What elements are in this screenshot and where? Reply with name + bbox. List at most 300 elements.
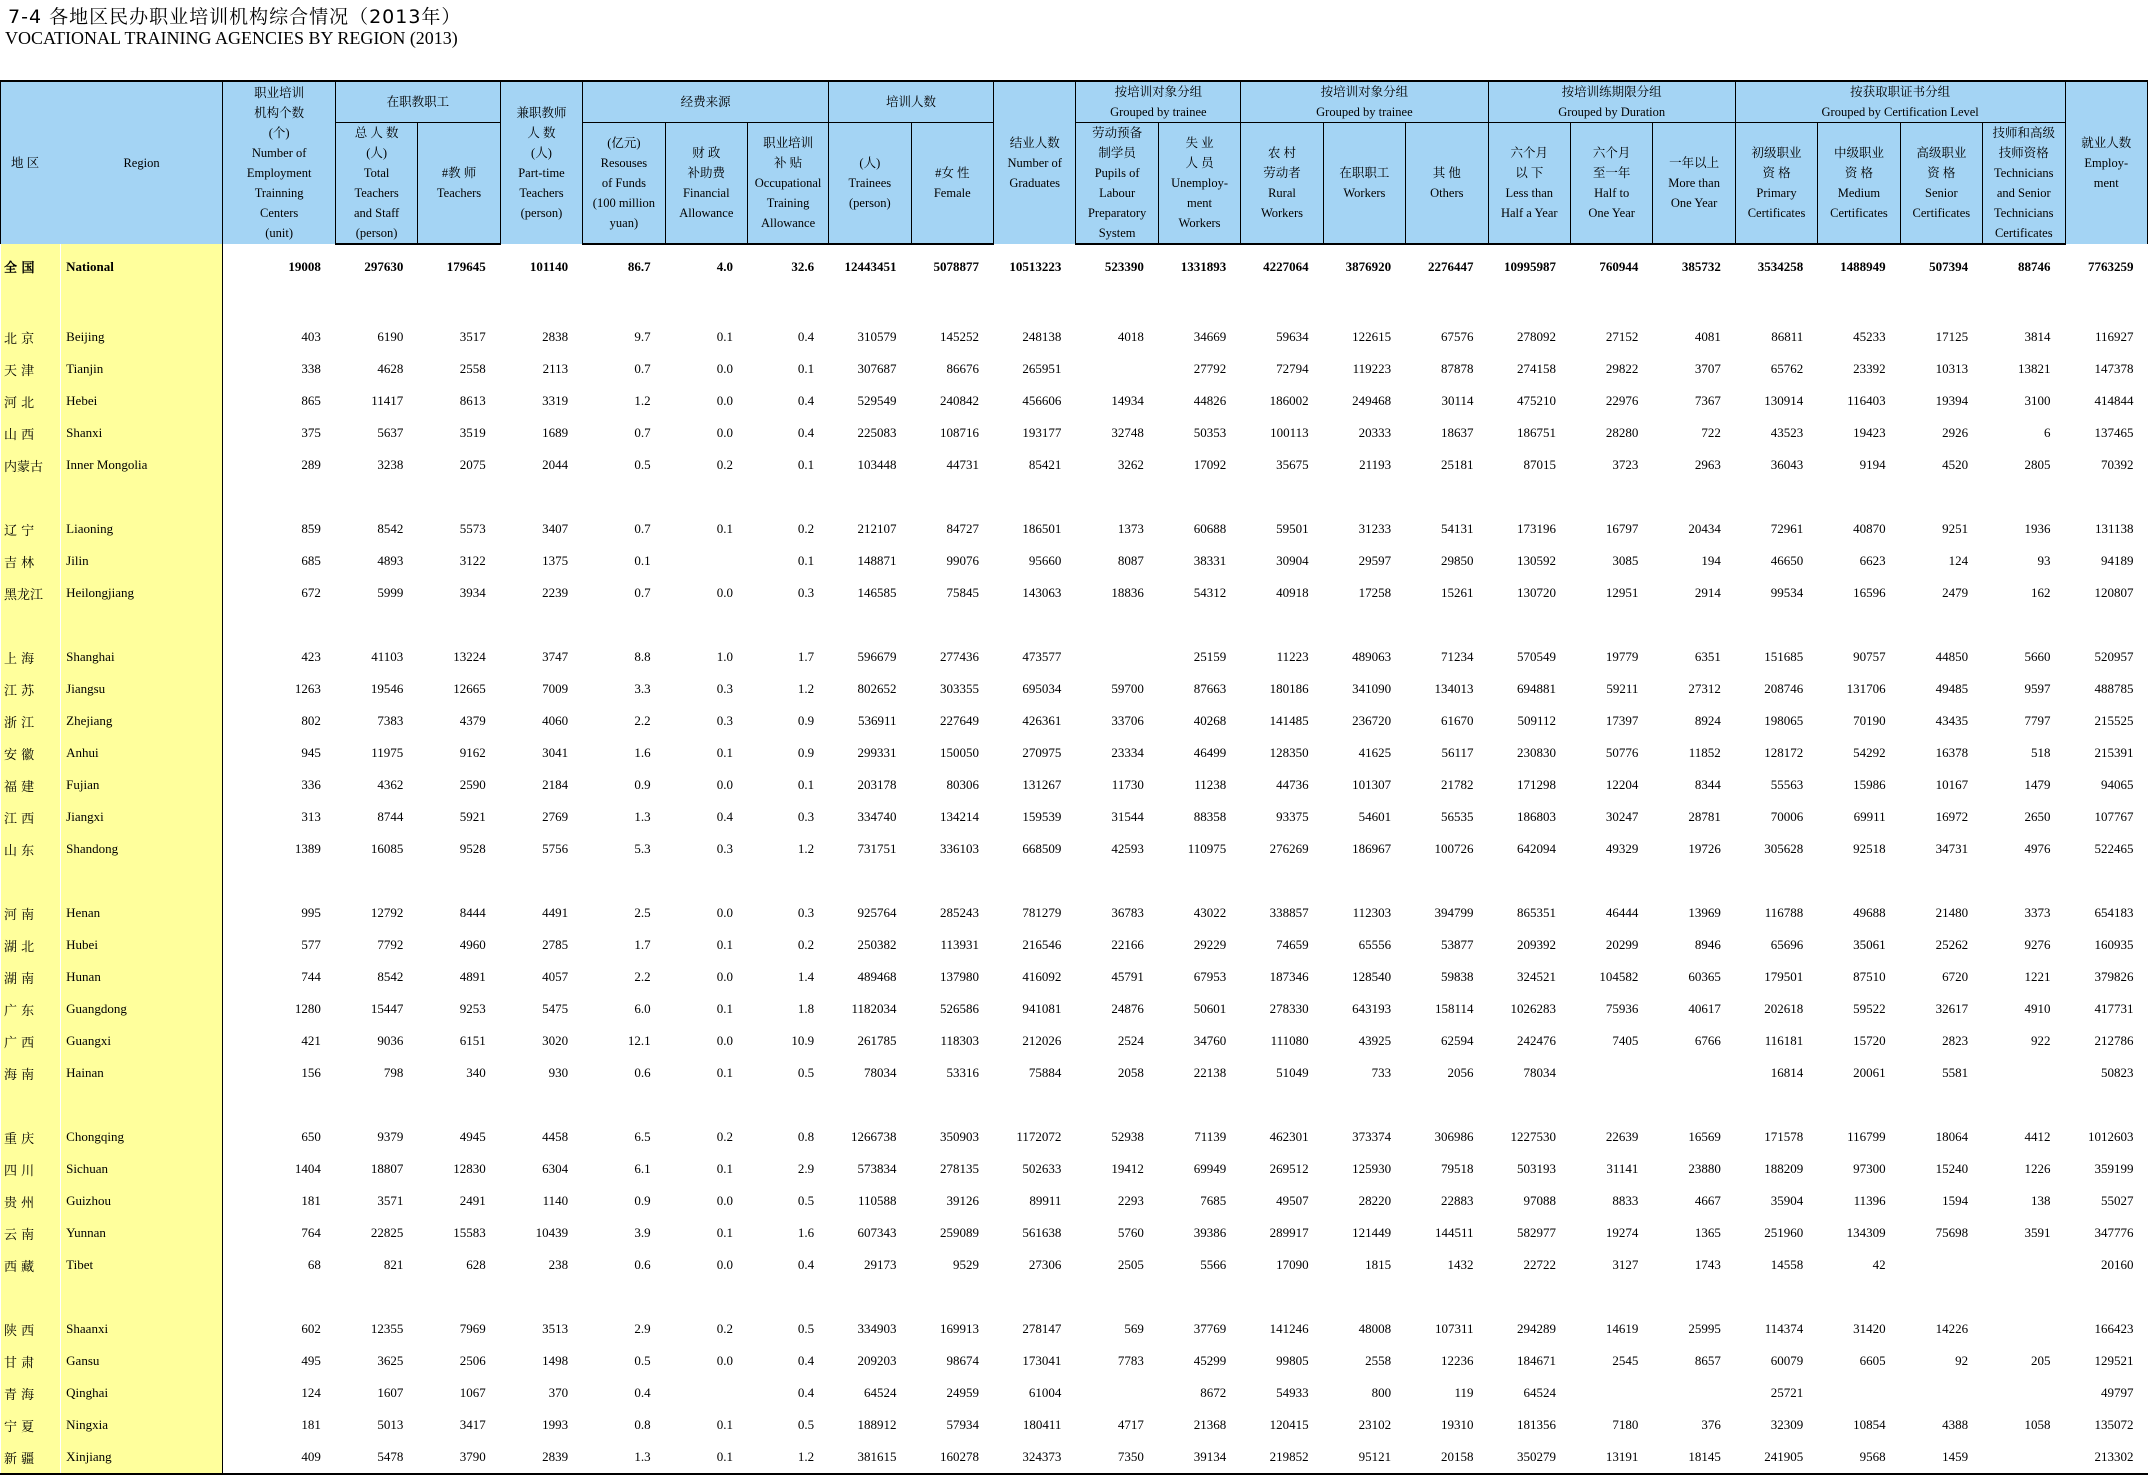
- data-cell: 0.6: [634, 1257, 651, 1272]
- data-cell: 1331893: [1180, 259, 1227, 274]
- header-line: Primary: [1756, 186, 1797, 200]
- data-cell: 1993: [542, 1417, 569, 1432]
- data-cell: [1323, 481, 1405, 513]
- region-name-en: Anhui: [61, 737, 223, 769]
- data-cell: 215525: [2094, 713, 2134, 728]
- data-cell: 36783: [1111, 905, 1144, 920]
- data-cell: 0.1: [716, 1065, 734, 1080]
- data-cell: 668509: [1022, 841, 1062, 856]
- data-cell: 18064: [1935, 1129, 1969, 1144]
- data-cell: 523390: [1104, 259, 1144, 274]
- data-cell: 13224: [453, 649, 486, 664]
- data-cell: 350903: [939, 1129, 979, 1144]
- data-cell: 0.0: [716, 425, 734, 440]
- data-cell: 0.5: [797, 1321, 815, 1336]
- data-cell: 1.2: [797, 841, 815, 856]
- data-cell: 1.4: [797, 969, 815, 984]
- header-region-en: Region: [61, 81, 223, 244]
- region-name-cn: [1, 609, 61, 641]
- data-cell: 1221: [2024, 969, 2051, 984]
- data-cell: 113931: [940, 937, 979, 952]
- data-cell: 4060: [542, 713, 569, 728]
- region-name-cn: 内蒙古: [1, 449, 61, 481]
- data-cell: 0.3: [716, 841, 734, 856]
- data-cell: 359199: [2094, 1161, 2134, 1176]
- data-cell: 2.5: [634, 905, 651, 920]
- data-cell: [2065, 609, 2148, 641]
- data-cell: [1983, 609, 2065, 641]
- data-cell: 99076: [946, 553, 979, 568]
- data-cell: 9529: [952, 1257, 979, 1272]
- data-cell: 1743: [1694, 1257, 1721, 1272]
- data-cell: 240842: [939, 393, 979, 408]
- data-cell: 29229: [1193, 937, 1227, 952]
- data-cell: 341090: [1352, 681, 1392, 696]
- data-cell: 87510: [1853, 969, 1886, 984]
- data-cell: [748, 1281, 829, 1313]
- region-name-cn: 西 藏: [1, 1249, 61, 1281]
- data-cell: [665, 545, 747, 577]
- data-cell: 278135: [939, 1161, 979, 1176]
- data-cell: 21480: [1935, 905, 1969, 920]
- header-line: 农 村: [1267, 146, 1297, 160]
- data-cell: 526586: [939, 1001, 979, 1016]
- data-cell: 802652: [857, 681, 897, 696]
- region-name-cn: 河 北: [1, 385, 61, 417]
- region-name-en: Tibet: [61, 1249, 223, 1281]
- data-cell: 12.1: [627, 1033, 651, 1048]
- data-cell: [993, 481, 1075, 513]
- data-cell: 29822: [1605, 361, 1639, 376]
- data-cell: 10513223: [1009, 258, 1062, 274]
- region-name-cn: 吉 林: [1, 545, 61, 577]
- data-cell: 53316: [946, 1065, 979, 1080]
- data-cell: 456606: [1022, 393, 1062, 408]
- data-cell: 1498: [542, 1353, 569, 1368]
- data-cell: 0.0: [716, 585, 734, 600]
- data-cell: 14619: [1605, 1321, 1639, 1336]
- header-line: Number of: [1007, 156, 1062, 170]
- data-cell: 7797: [2024, 713, 2051, 728]
- data-cell: 278330: [1269, 1001, 1309, 1016]
- data-cell: 423: [301, 649, 321, 664]
- data-cell: 3747: [542, 649, 569, 664]
- data-cell: 135072: [2094, 1417, 2134, 1432]
- data-cell: 23334: [1111, 745, 1144, 760]
- data-cell: 209392: [1516, 937, 1556, 952]
- data-cell: 8344: [1694, 777, 1721, 792]
- data-cell: 0.8: [797, 1129, 815, 1144]
- data-cell: 54131: [1441, 521, 1474, 536]
- data-cell: 0.3: [716, 713, 734, 728]
- region-name-en: Shandong: [61, 833, 223, 865]
- data-cell: [1488, 1089, 1570, 1121]
- data-cell: [1076, 865, 1158, 897]
- data-cell: 0.1: [716, 1225, 734, 1240]
- data-cell: 0.1: [716, 1161, 734, 1176]
- data-cell: 181356: [1516, 1417, 1556, 1432]
- data-cell: [993, 1281, 1075, 1313]
- data-cell: 67576: [1441, 329, 1474, 344]
- data-cell: 22883: [1441, 1193, 1474, 1208]
- header-line: yuan): [609, 216, 639, 230]
- data-cell: [1570, 1057, 1652, 1089]
- data-cell: 4412: [2024, 1129, 2051, 1144]
- data-cell: 6766: [1694, 1033, 1721, 1048]
- data-cell: 131706: [1846, 681, 1886, 696]
- data-cell: 5013: [377, 1417, 404, 1432]
- data-cell: [1323, 1281, 1405, 1313]
- data-cell: [500, 481, 582, 513]
- data-cell: 144511: [1435, 1225, 1474, 1240]
- data-cell: 16569: [1688, 1129, 1721, 1144]
- data-cell: [993, 289, 1075, 321]
- data-cell: [1241, 609, 1323, 641]
- data-cell: 4628: [377, 361, 404, 376]
- header-line: (亿元): [607, 136, 641, 150]
- data-cell: 101140: [529, 258, 569, 274]
- data-cell: 39134: [1158, 1441, 1240, 1474]
- data-cell: [583, 289, 665, 321]
- group-4-cn: 按获取职证书分组: [1850, 85, 1951, 99]
- data-cell: 7350: [1076, 1441, 1158, 1474]
- header-line: 财 政: [692, 146, 721, 160]
- data-cell: 10313: [1935, 361, 1969, 376]
- data-cell: 27152: [1605, 329, 1639, 344]
- data-cell: 2506: [459, 1353, 486, 1368]
- data-cell: 95121: [1323, 1441, 1405, 1474]
- data-cell: 3122: [459, 553, 486, 568]
- data-cell: 5921: [459, 809, 486, 824]
- data-cell: 159539: [1022, 809, 1062, 824]
- data-cell: [1653, 1057, 1735, 1089]
- region-name-en: Fujian: [61, 769, 223, 801]
- data-cell: [911, 1089, 993, 1121]
- header-line: Certificates: [1912, 206, 1971, 220]
- header-line: System: [1098, 226, 1136, 240]
- data-cell: 607343: [857, 1225, 897, 1240]
- data-cell: 2839: [500, 1441, 582, 1474]
- data-cell: 0.0: [716, 361, 734, 376]
- data-cell: 75884: [1028, 1065, 1062, 1080]
- data-cell: 2113: [542, 361, 569, 376]
- data-cell: 324521: [1516, 969, 1556, 984]
- header-line: 初级职业: [1751, 146, 1802, 160]
- table-row: [1, 353, 2148, 385]
- data-cell: 74659: [1276, 937, 1309, 952]
- header-line: 一年以上: [1669, 156, 1720, 170]
- data-cell: [993, 865, 1075, 897]
- data-cell: [1323, 865, 1405, 897]
- data-cell: 7969: [459, 1321, 486, 1336]
- header-line: 机构个数: [254, 106, 305, 120]
- data-cell: 0.6: [634, 1065, 651, 1080]
- data-cell: 225083: [857, 425, 897, 440]
- data-cell: 8672: [1200, 1385, 1227, 1400]
- data-cell: 22639: [1605, 1129, 1639, 1144]
- data-cell: [748, 1089, 829, 1121]
- data-cell: 75698: [1935, 1225, 1969, 1240]
- data-cell: 2963: [1694, 457, 1721, 472]
- region-name-en: Jilin: [61, 545, 223, 577]
- data-cell: 16972: [1935, 809, 1969, 824]
- data-cell: 186803: [1516, 809, 1556, 824]
- header-line: 补助费: [687, 166, 726, 180]
- data-cell: 54312: [1193, 585, 1227, 600]
- header-more-one-year: [1653, 123, 1735, 245]
- header-line: (person): [520, 206, 563, 220]
- data-cell: 212107: [857, 521, 897, 536]
- data-cell: 3625: [377, 1353, 404, 1368]
- data-cell: 4960: [459, 937, 486, 952]
- spacer-row: [1, 1281, 2148, 1313]
- data-cell: 5.3: [634, 841, 651, 856]
- data-cell: 59838: [1441, 969, 1474, 984]
- region-name-en: Hunan: [61, 961, 223, 993]
- data-cell: 289: [301, 457, 321, 472]
- data-cell: 87015: [1523, 457, 1556, 472]
- data-cell: 403: [301, 329, 321, 344]
- data-cell: 169913: [939, 1321, 979, 1336]
- data-cell: 3373: [2024, 905, 2051, 920]
- data-cell: 5566: [1200, 1257, 1227, 1272]
- data-cell: 4976: [2024, 841, 2051, 856]
- data-cell: [1076, 1089, 1158, 1121]
- table-row: [1, 833, 2148, 865]
- header-line: ment: [2093, 176, 2119, 190]
- data-cell: [748, 865, 829, 897]
- data-cell: 7405: [1612, 1033, 1639, 1048]
- data-cell: 299331: [857, 745, 897, 760]
- data-cell: 13821: [2018, 361, 2051, 376]
- data-cell: [1158, 1281, 1240, 1313]
- table-row: [1, 1217, 2148, 1249]
- region-name-cn: 新 疆: [1, 1441, 61, 1474]
- data-cell: 35061: [1853, 937, 1886, 952]
- data-cell: [1570, 865, 1652, 897]
- data-cell: 59522: [1853, 1001, 1886, 1016]
- header-line: Certificates: [1994, 226, 2053, 240]
- data-cell: 379826: [2094, 969, 2134, 984]
- data-cell: 15261: [1441, 585, 1474, 600]
- group-3-en: Grouped by Duration: [1558, 105, 1666, 119]
- data-cell: 2.9: [634, 1321, 651, 1336]
- data-cell: 216546: [1022, 937, 1062, 952]
- data-cell: 19726: [1688, 841, 1721, 856]
- data-cell: 414844: [2094, 393, 2134, 408]
- region-name-en: National: [61, 244, 223, 289]
- data-cell: 44826: [1193, 393, 1227, 408]
- header-line: Technicians: [1994, 166, 2054, 180]
- data-cell: 1.6: [797, 1225, 815, 1240]
- data-cell: 104582: [1599, 969, 1639, 984]
- data-cell: 19423: [1853, 425, 1886, 440]
- data-cell: 120415: [1269, 1417, 1309, 1432]
- data-cell: 1012603: [2088, 1129, 2134, 1144]
- data-cell: 61670: [1441, 713, 1474, 728]
- data-cell: 93375: [1276, 809, 1309, 824]
- data-cell: 261785: [857, 1033, 897, 1048]
- table-row: [1, 385, 2148, 417]
- header-less-half-year: [1488, 123, 1570, 245]
- data-cell: 150050: [939, 745, 979, 760]
- data-cell: 3519: [459, 425, 486, 440]
- data-cell: 8924: [1694, 713, 1721, 728]
- table-row: [1, 929, 2148, 961]
- data-cell: 6304: [542, 1161, 569, 1176]
- data-cell: [1406, 609, 1488, 641]
- data-cell: 0.0: [716, 777, 734, 792]
- data-cell: 1432: [1447, 1257, 1474, 1272]
- data-cell: 21193: [1359, 457, 1392, 472]
- data-cell: 45791: [1111, 969, 1144, 984]
- header-line: 中级职业: [1833, 146, 1884, 160]
- data-cell: 119: [1454, 1385, 1474, 1400]
- data-cell: 78034: [1523, 1065, 1556, 1080]
- data-cell: 4945: [459, 1129, 486, 1144]
- data-cell: [583, 865, 665, 897]
- data-cell: 171578: [1764, 1129, 1804, 1144]
- data-cell: 130720: [1516, 585, 1556, 600]
- data-cell: [1900, 609, 1982, 641]
- data-cell: [1653, 1089, 1735, 1121]
- region-name-cn: 江 苏: [1, 673, 61, 705]
- data-cell: 166423: [2094, 1321, 2134, 1336]
- data-cell: 85421: [1028, 457, 1062, 472]
- data-cell: 129521: [2094, 1353, 2134, 1368]
- data-cell: 334903: [857, 1321, 897, 1336]
- data-cell: 8542: [377, 521, 404, 536]
- data-cell: 297630: [364, 259, 404, 274]
- data-cell: [1323, 1089, 1405, 1121]
- data-cell: 43925: [1358, 1033, 1392, 1048]
- data-cell: 20158: [1406, 1441, 1488, 1474]
- data-cell: 130914: [1764, 393, 1804, 408]
- data-cell: 5637: [377, 425, 404, 440]
- region-name-cn: 浙 江: [1, 705, 61, 737]
- data-cell: [1158, 289, 1240, 321]
- data-cell: 2056: [1447, 1065, 1474, 1080]
- data-cell: 925764: [857, 905, 897, 920]
- data-cell: [1158, 865, 1240, 897]
- data-cell: 56535: [1441, 809, 1474, 824]
- data-cell: 100113: [1270, 425, 1309, 440]
- data-cell: 128350: [1269, 745, 1309, 760]
- data-cell: 865: [301, 393, 321, 408]
- data-cell: 3041: [542, 745, 569, 760]
- data-cell: [1076, 641, 1158, 673]
- data-cell: 0.1: [716, 521, 734, 536]
- data-cell: 107311: [1435, 1321, 1474, 1336]
- data-cell: 17090: [1276, 1257, 1309, 1272]
- data-cell: [1900, 1089, 1982, 1121]
- header-funds-group: 经费来源: [583, 81, 829, 123]
- data-cell: 570549: [1516, 649, 1556, 664]
- header-line: Pupils of: [1094, 166, 1140, 180]
- data-cell: 71139: [1194, 1129, 1227, 1144]
- data-cell: 2479: [1942, 585, 1969, 600]
- header-line: 高级职业: [1916, 146, 1967, 160]
- data-cell: [1323, 609, 1405, 641]
- data-cell: [1158, 609, 1240, 641]
- data-cell: 59501: [1276, 521, 1309, 536]
- data-cell: 502633: [1022, 1161, 1062, 1176]
- header-line: 就业人数: [2081, 136, 2132, 150]
- data-cell: [1570, 609, 1652, 641]
- data-cell: 88358: [1193, 809, 1227, 824]
- data-cell: 1936: [2024, 521, 2051, 536]
- region-name-cn: 湖 北: [1, 929, 61, 961]
- region-name-en: Sichuan: [61, 1153, 223, 1185]
- data-cell: 24876: [1111, 1001, 1144, 1016]
- header-line: (person): [355, 226, 398, 240]
- table-row: [1, 705, 2148, 737]
- data-cell: 0.5: [797, 1193, 815, 1208]
- data-cell: [1983, 481, 2065, 513]
- data-cell: 642094: [1516, 841, 1556, 856]
- header-line: Trainning: [254, 186, 304, 200]
- data-cell: 0.1: [716, 1417, 734, 1432]
- data-cell: 9253: [459, 1001, 486, 1016]
- header-group-trainee-2: [1241, 81, 1488, 123]
- data-cell: 20299: [1605, 937, 1639, 952]
- region-name-en: Heilongjiang: [61, 577, 223, 609]
- header-centers: [223, 81, 336, 244]
- data-cell: 219852: [1241, 1441, 1323, 1474]
- header-line: 人 数: [527, 126, 556, 140]
- data-cell: 44731: [946, 457, 979, 472]
- data-cell: 995: [301, 905, 321, 920]
- data-cell: 46444: [1605, 905, 1639, 920]
- data-cell: 1404: [294, 1161, 321, 1176]
- data-cell: 10167: [1935, 777, 1969, 792]
- data-cell: 14558: [1770, 1257, 1804, 1272]
- data-cell: [583, 1281, 665, 1313]
- data-cell: [911, 609, 993, 641]
- data-cell: 121449: [1352, 1225, 1392, 1240]
- data-cell: 6351: [1694, 649, 1721, 664]
- data-cell: 181: [301, 1193, 321, 1208]
- data-cell: 34760: [1193, 1033, 1227, 1048]
- data-cell: 3876920: [1345, 259, 1392, 274]
- data-cell: 3534258: [1757, 259, 1804, 274]
- data-cell: 20160: [2101, 1257, 2134, 1272]
- data-cell: [665, 1377, 747, 1409]
- data-cell: 2044: [542, 457, 569, 472]
- header-line: Part-time: [518, 166, 565, 180]
- table-row: [1, 769, 2148, 801]
- data-cell: 334740: [857, 809, 897, 824]
- data-cell: 672: [301, 585, 321, 600]
- data-cell: 97088: [1523, 1193, 1556, 1208]
- region-name-en: Shanghai: [61, 641, 223, 673]
- data-cell: 98674: [946, 1353, 979, 1368]
- data-cell: 19779: [1605, 649, 1639, 664]
- header-line: Employment: [246, 166, 312, 180]
- table-row: [1, 1185, 2148, 1217]
- data-cell: 171298: [1516, 777, 1556, 792]
- data-cell: [1653, 289, 1735, 321]
- data-cell: [665, 481, 747, 513]
- data-cell: 6190: [377, 329, 404, 344]
- data-cell: 285243: [939, 905, 979, 920]
- data-cell: 137465: [2094, 425, 2134, 440]
- data-cell: 409: [223, 1441, 336, 1474]
- data-cell: [1818, 1377, 1900, 1409]
- region-name-en: Chongqing: [61, 1121, 223, 1153]
- data-cell: 489468: [857, 969, 897, 984]
- data-cell: 685: [301, 553, 321, 568]
